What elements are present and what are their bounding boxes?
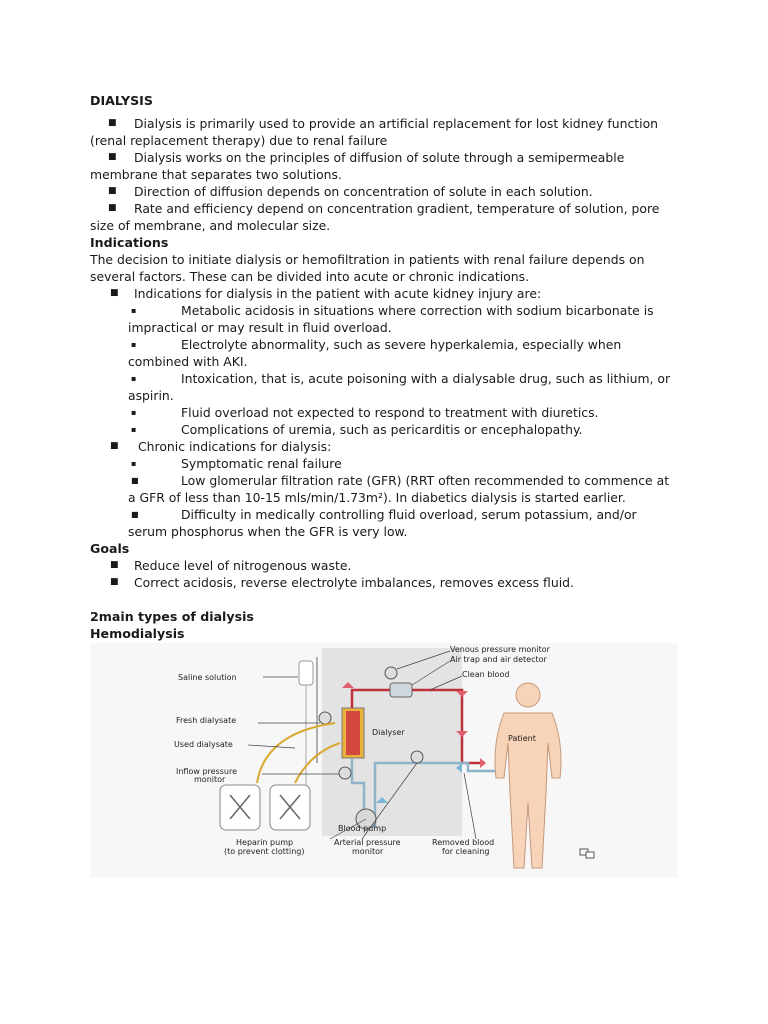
- section-heading-types: 2main types of dialysis: [90, 609, 254, 624]
- bullet-icon: ▪: [131, 459, 137, 468]
- label-arterial: Arterial pressure: [334, 838, 401, 847]
- bullet-icon: ■: [108, 118, 117, 128]
- label-inflow: Inflow pressure: [176, 767, 238, 776]
- document-body: [90, 92, 678, 642]
- label-removed-2: for cleaning: [442, 847, 490, 856]
- label-patient: Patient: [508, 734, 536, 743]
- label-inflow-2: monitor: [194, 775, 226, 784]
- bullet-icon: ■: [110, 577, 119, 587]
- bullet-icon: ■: [110, 441, 119, 451]
- list-item: ▪ Symptomatic renal failure: [131, 456, 342, 471]
- leader-line: [464, 773, 476, 839]
- leader-line: [248, 745, 295, 748]
- fresh-monitor-icon: [319, 712, 331, 724]
- label-blood-pump: Blood pump: [338, 824, 387, 833]
- list-item: ■ Correct acidosis, reverse electrolyte imbalances, removes excess fluid.: [110, 575, 574, 590]
- dialyser-core: [346, 711, 360, 755]
- list-item: ■ Dialysis is primarily used to provide an artificial replacement for lost kidney function (renal replacement therapy) due to renal failure: [90, 116, 659, 148]
- list-item: ■ Direction of diffusion depends on concentration of solute in each solution.: [108, 184, 593, 199]
- arrow-icon: [480, 758, 486, 768]
- diagram-svg: [90, 643, 678, 878]
- list-item: ▪ Metabolic acidosis in situations where correction with sodium bicarbonate is impractical or may result in fluid overload.: [128, 303, 654, 335]
- bullet-icon: ■: [108, 203, 117, 213]
- bullet-icon: ▪: [131, 408, 137, 417]
- expand-icon[interactable]: [580, 849, 594, 858]
- list-item: ▪ Fluid overload not expected to respond to treatment with diuretics.: [131, 405, 599, 420]
- bullet-icon: ▪: [131, 306, 137, 315]
- label-air-trap: Air trap and air detector: [450, 655, 547, 664]
- bullet-icon: ■: [110, 560, 119, 570]
- bullet-icon: ■: [131, 510, 139, 519]
- bullet-icon: ▪: [131, 425, 137, 434]
- air-trap-icon: [390, 683, 412, 697]
- bullet-icon: ▪: [131, 374, 137, 383]
- bullet-icon: ■: [131, 476, 139, 485]
- inflow-monitor-icon: [339, 767, 351, 779]
- section-heading-indications: Indications: [90, 235, 169, 250]
- section-heading-hemodialysis: Hemodialysis: [90, 626, 185, 641]
- indications-paragraph: The decision to initiate dialysis or hemofiltration in patients with renal failure depends on several factors. These can be divided into acute or chronic indications.: [90, 252, 645, 284]
- hemodialysis-diagram: [90, 643, 678, 878]
- label-clean-blood: Clean blood: [462, 670, 510, 679]
- list-item: ■ Chronic indications for dialysis:: [110, 439, 332, 454]
- page-title: DIALYSIS: [90, 93, 153, 108]
- venous-monitor-icon: [385, 667, 397, 679]
- list-item: ■ Rate and efficiency depend on concentration gradient, temperature of solution, pore size of membrane, and molecular size.: [90, 201, 660, 233]
- list-item: ▪ Intoxication, that is, acute poisoning with a dialysable drug, such as lithium, or aspirin.: [128, 371, 671, 403]
- label-used-dialysate: Used dialysate: [174, 740, 233, 749]
- list-item: ■ Dialysis works on the principles of diffusion of solute through a semipermeable membrane that separates two solutions.: [90, 150, 625, 182]
- list-item: ■ Indications for dialysis in the patient with acute kidney injury are:: [110, 286, 542, 301]
- label-arterial-2: monitor: [352, 847, 384, 856]
- list-item: ▪ Electrolyte abnormality, such as severe hyperkalemia, especially when combined with AKI.: [128, 337, 622, 369]
- list-item: ■ Difficulty in medically controlling fluid overload, serum potassium, and/or serum phosphorus when the GFR is very low.: [128, 507, 637, 539]
- list-item: ■ Low glomerular filtration rate (GFR) (RRT often recommended to commence at a GFR of less than 10-15 mls/min/1.73m²). In diabetics dialysis is started earlier.: [128, 473, 670, 505]
- intro-list: [90, 115, 678, 234]
- label-heparin-2: (to prevent clotting): [224, 847, 305, 856]
- bullet-icon: ▪: [131, 340, 137, 349]
- label-saline: Saline solution: [178, 673, 237, 682]
- bullet-icon: ■: [108, 186, 117, 196]
- label-dialyser: Dialyser: [372, 728, 405, 737]
- label-heparin: Heparin pump: [236, 838, 294, 847]
- bullet-icon: ■: [110, 288, 119, 298]
- acute-list: [90, 302, 678, 438]
- arterial-monitor-icon: [411, 751, 423, 763]
- bullet-icon: ■: [108, 152, 117, 162]
- label-venous: Venous pressure monitor: [450, 645, 550, 654]
- label-removed: Removed blood: [432, 838, 495, 847]
- list-item: ■ Reduce level of nitrogenous waste.: [110, 558, 352, 573]
- chronic-list: [90, 455, 678, 540]
- label-fresh-dialysate: Fresh dialysate: [176, 716, 237, 725]
- list-item: ▪ Complications of uremia, such as pericarditis or encephalopathy.: [131, 422, 583, 437]
- patient-figure: [495, 683, 561, 868]
- saline-bag-icon: [299, 661, 313, 685]
- section-heading-goals: Goals: [90, 541, 130, 556]
